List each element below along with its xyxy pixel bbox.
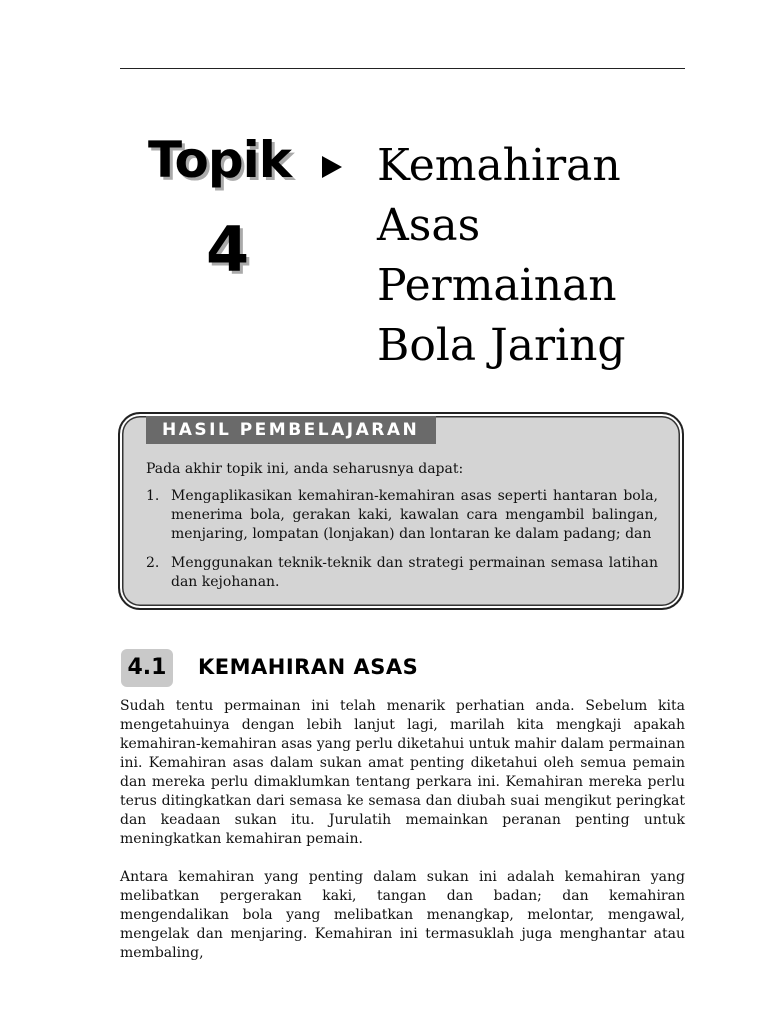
list-number: 2. <box>146 555 160 571</box>
list-text: Mengaplikasikan kemahiran-kemahiran asas seperti hantaran bola, menerima bola, gerakan kaki, kawalan cara mengambil balingan, menjaring, lompatan (lonjakan) dan lontaran ke dalam padang; dan <box>171 488 658 542</box>
triangle-arrow-icon <box>322 156 342 178</box>
learning-outcomes-heading: HASIL PEMBELAJARAN <box>146 416 436 444</box>
section-title: KEMAHIRAN ASAS <box>198 655 419 679</box>
chapter-title-line: Bola Jaring <box>377 320 626 371</box>
body-paragraph: Sudah tentu permainan ini telah menarik perhatian anda. Sebelum kita mengetahuinya dengan lebih lanjut lagi, marilah kita mengkaji apakah kemahiran-kemahiran asas yang perlu diketahui untuk mahir dalam permainan ini. Kemahiran asas dalam sukan amat penting diketahui oleh semua pemain dan mereka perlu dimaklumkan tentang perkara ini. Kemahiran mereka perlu terus ditingkatkan dari semasa ke semasa dan diubah suai mengikut peringkat dan keadaan sukan itu. Jurulatih memainkan peranan penting untuk meningkatkan kemahiran pemain. <box>120 698 685 847</box>
learning-outcomes-intro: Pada akhir topik ini, anda seharusnya dapat: <box>146 461 464 477</box>
body-paragraph: Antara kemahiran yang penting dalam sukan ini adalah kemahiran yang melibatkan pergerakan kaki, tangan dan badan; dan kemahiran mengendalikan bola yang melibatkan menangkap, melontar, mengawal, mengelak dan menjaring. Kemahiran ini termasuklah juga menghantar atau membaling, <box>120 869 685 961</box>
chapter-title-line: Permainan <box>377 260 617 311</box>
section-number-badge: 4.1 <box>121 649 173 687</box>
topic-label: Topik <box>148 131 291 189</box>
chapter-title <box>377 136 626 376</box>
learning-outcome-item <box>146 554 658 592</box>
chapter-title-line: Asas <box>377 200 481 251</box>
list-number: 1. <box>146 488 160 504</box>
list-text: Menggunakan teknik-teknik dan strategi permainan semasa latihan dan kejohanan. <box>171 555 658 590</box>
chapter-title-line: Kemahiran <box>377 140 621 191</box>
header-rule <box>120 68 685 69</box>
topic-number: 4 <box>206 213 250 286</box>
learning-outcome-item <box>146 487 658 544</box>
